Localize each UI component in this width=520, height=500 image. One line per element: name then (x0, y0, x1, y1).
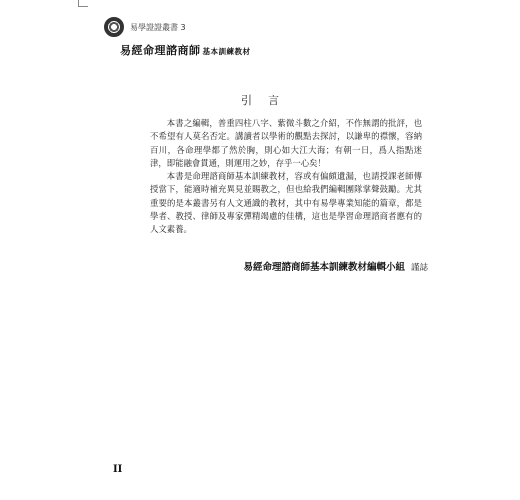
series-title: 易學證證叢書 3 (130, 22, 186, 32)
body-text (150, 117, 422, 237)
signature-author: 易經命理諮商師基本訓練教材編輯小組 (243, 262, 405, 273)
paragraph-1: 本書之編輯，普重四柱八字、紫微斗數之介紹，不作無謂的批評，也不希望有人莫名否定。講讀者以學術的觀點去探討，以謙卑的襟懷，容納百川，各命理學都了然於胸，則心如大江大海；有朝一日，爲人指點迷津，即能融會貫通，則運用之妙，存乎一心矣！ (150, 118, 422, 168)
book-subtitle: 基本訓練教材 (202, 47, 251, 56)
section-heading: 引言 (241, 94, 295, 107)
crop-mark-horizontal (78, 6, 88, 7)
book-title-row (120, 42, 251, 58)
paragraph-2: 本書是命理諮商師基本訓練教材，容或有偏頗遺漏，也請授課老師傳授當下，能適時補充異見並賜教之，但也給我們編輯團隊掌聲鼓勵。尤其重要的是本叢書另有人文通識的教材，其中有易學專業知能的篇章，都是學者、教授、律師及專家彈精竭慮的佳構，這也是學習命理諮商者應有的人文素養。 (150, 171, 422, 235)
series-header (104, 17, 186, 37)
page-number: II (113, 464, 123, 475)
signature (243, 259, 428, 273)
series-logo-icon (104, 17, 124, 37)
signature-note: 謹誌 (410, 263, 428, 273)
book-title: 易經命理諮商師 (120, 44, 201, 57)
